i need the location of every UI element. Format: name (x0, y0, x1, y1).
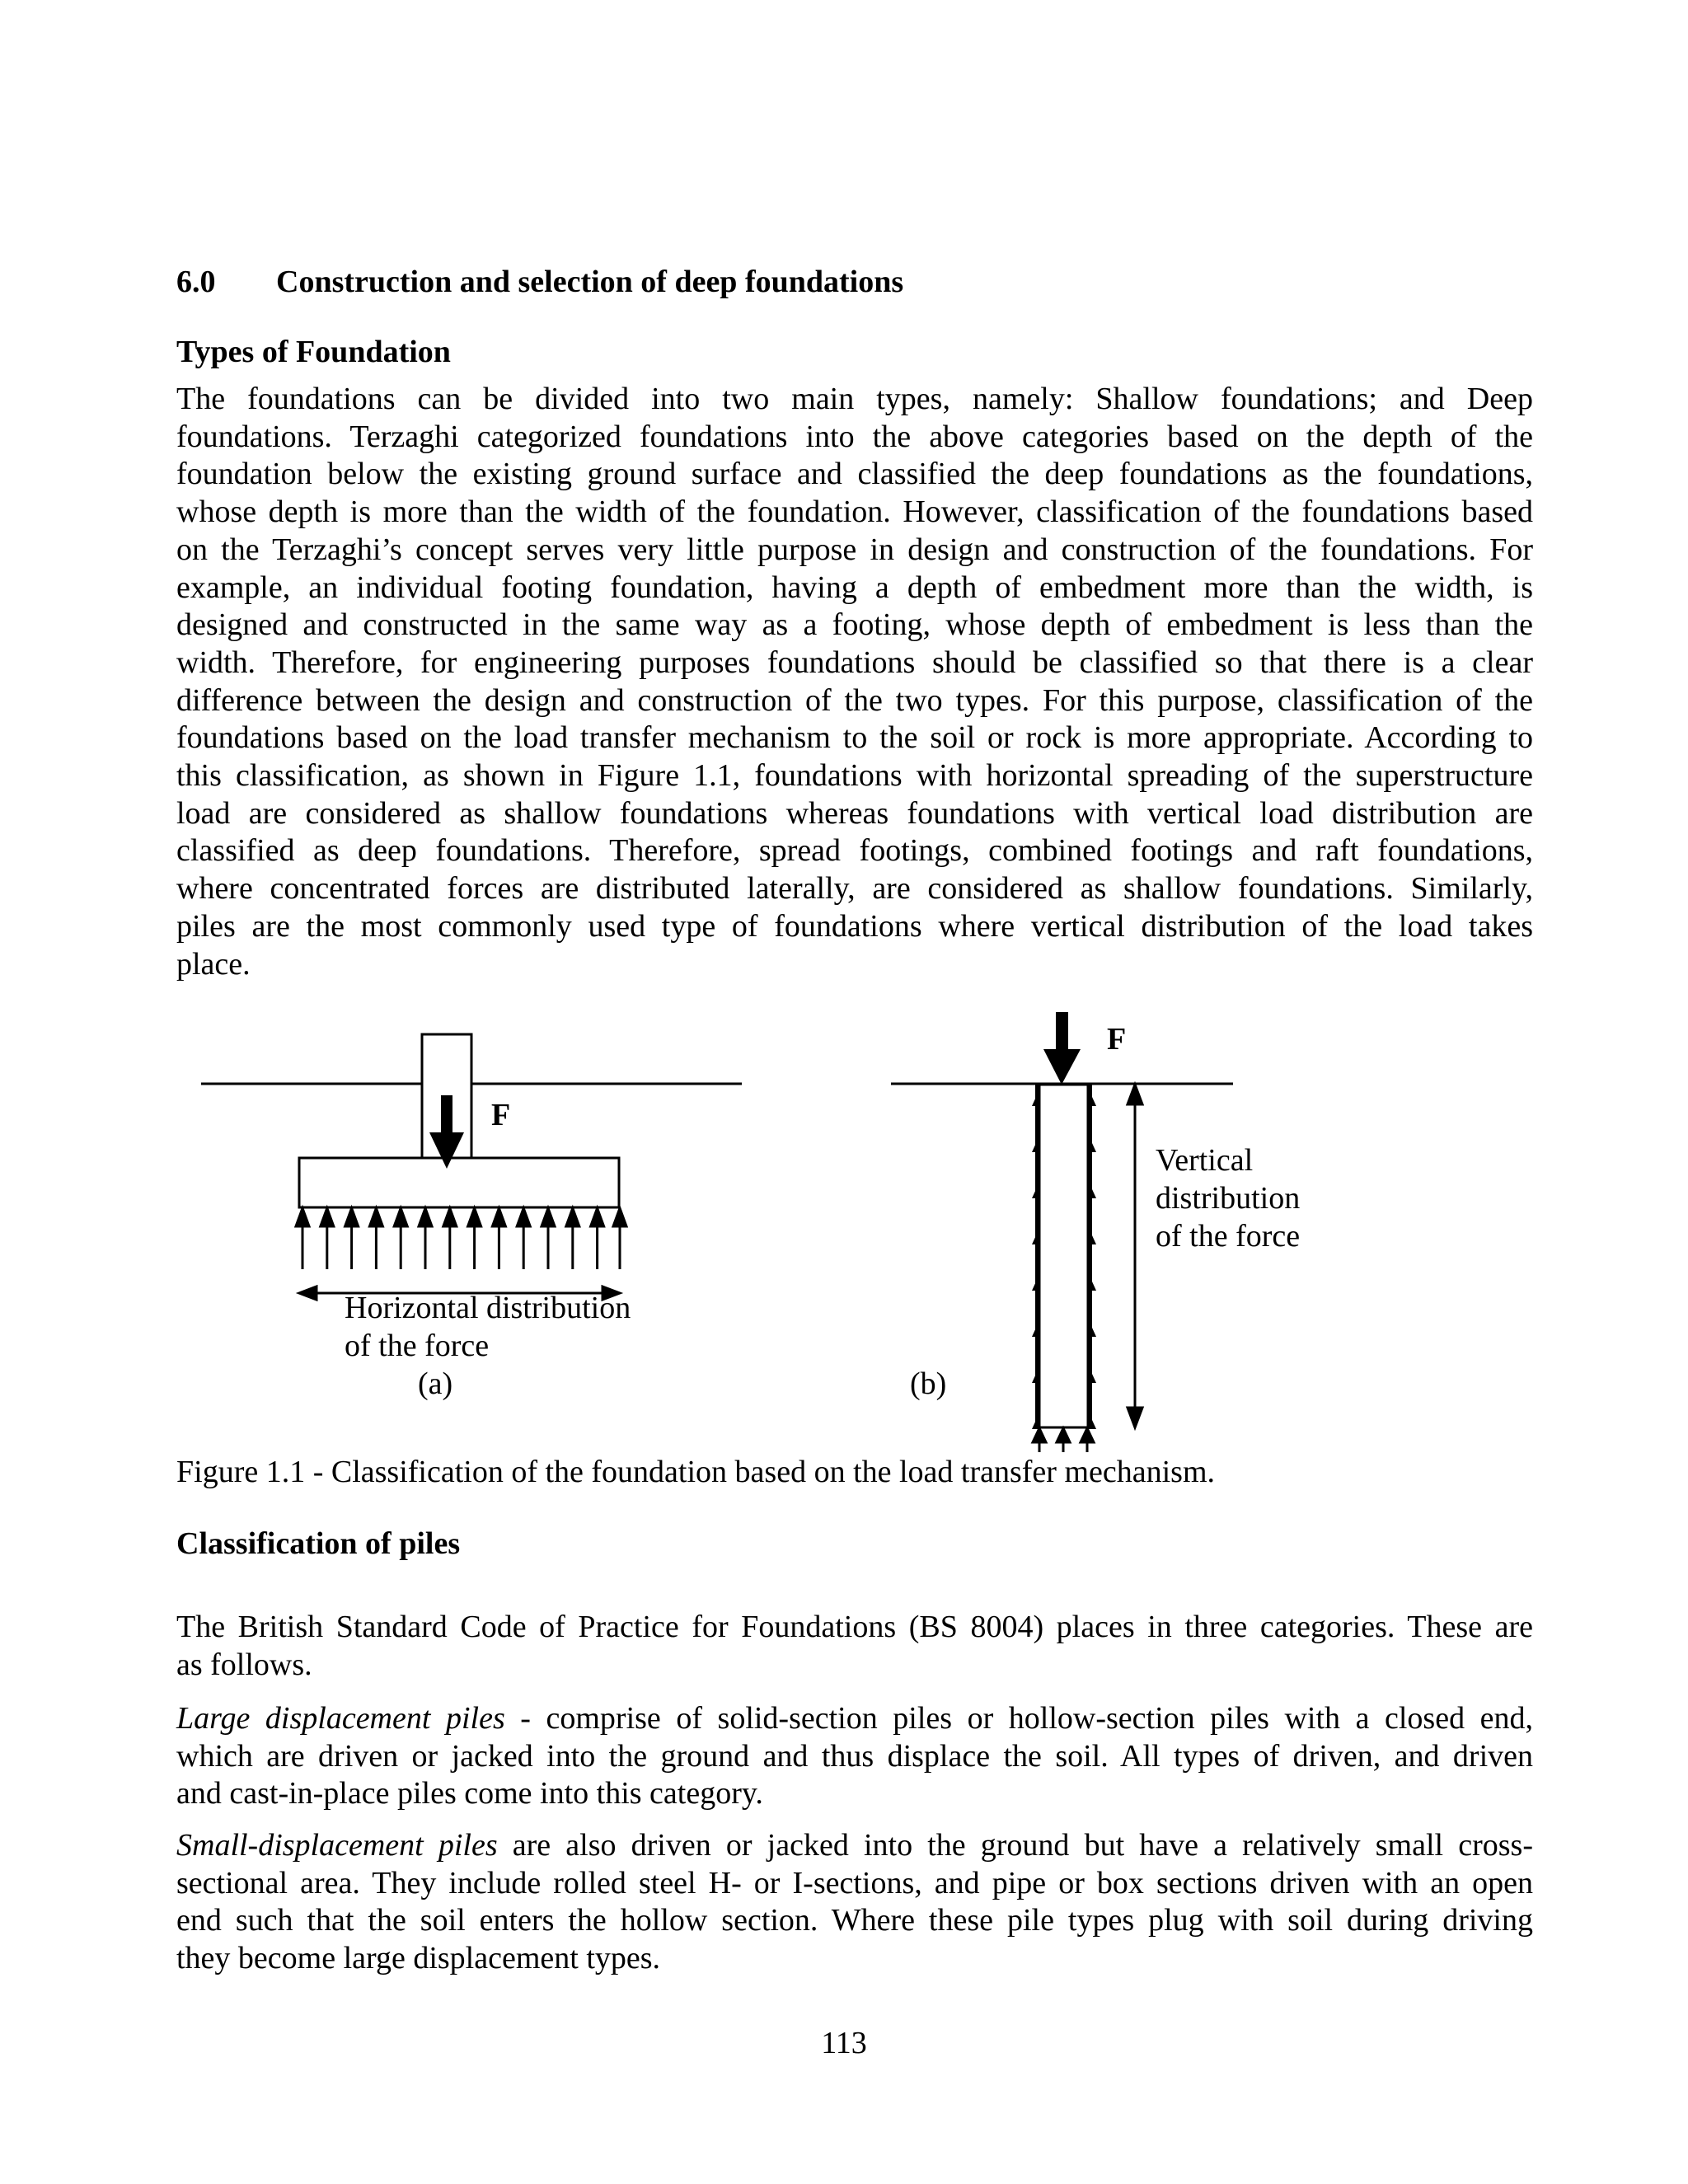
paragraph-line: and cast-in-place piles come into this category. (176, 1776, 763, 1811)
paragraph-line: they become large displacement types. (176, 1941, 661, 1976)
paragraph-line: designed and constructed in the same way as a footing, whose depth of embedment is less than the (176, 607, 1533, 643)
paragraph-text: are also driven or jacked into the ground but have a relatively small cross- (497, 1828, 1533, 1863)
page-number: 113 (821, 2026, 867, 2060)
paragraph-line: piles are the most commonly used type of foundations where vertical distribution of the load takes (176, 908, 1533, 944)
small-displacement-term: Small-displacement piles (176, 1828, 498, 1863)
figure-b-panel-label: (b) (910, 1366, 947, 1401)
figure-b-description-line: distribution (1156, 1181, 1301, 1216)
paragraph-line: whose depth is more than the width of the foundation. However, classification of the foundations based (176, 494, 1533, 530)
paragraph-line: on the Terzaghi’s concept serves very little purpose in design and construction of the foundations. For (176, 532, 1533, 567)
paragraph-line: difference between the design and construction of the two types. For this purpose, classification of the (176, 682, 1533, 718)
section-number: 6.0 (176, 265, 216, 299)
paragraph-line: width. Therefore, for engineering purposes foundations should be classified so that there is a clear (176, 644, 1533, 680)
pile-icon (1039, 1085, 1088, 1427)
types-of-foundation-heading: Types of Foundation (176, 335, 451, 369)
small-displacement-paragraph (176, 1827, 1533, 1978)
paragraph-line: foundations. Terzaghi categorized foundations into the above categories based on the depth of the (176, 419, 1533, 454)
paragraph-line: sectional area. They include rolled steel H- or I-sections, and pipe or box sections driven with an open (176, 1865, 1533, 1900)
figure-b-force-label: F (1107, 1022, 1127, 1057)
paragraph-line: which are driven or jacked into the ground and thus displace the soil. All types of driven, and driven (176, 1738, 1533, 1774)
figure-a-panel-label: (a) (418, 1366, 453, 1401)
figure-a-shallow-foundation (201, 1034, 742, 1300)
paragraph-line: as follows. (176, 1647, 312, 1682)
vertical-double-arrow-icon (1128, 1085, 1142, 1427)
large-displacement-term: Large displacement piles (176, 1701, 505, 1736)
paragraph-line: classified as deep foundations. Therefore, spread footings, combined footings and raft foundations, (176, 833, 1533, 869)
paragraph-line: load are considered as shallow foundations whereas foundations with vertical load distribution are (176, 795, 1533, 831)
figure-a-description-line: Horizontal distribution (345, 1291, 631, 1325)
classification-of-piles-heading: Classification of piles (176, 1526, 461, 1561)
figure-a-force-label: F (491, 1098, 511, 1132)
figure-b-description (1156, 1141, 1300, 1255)
figure-a-description (345, 1289, 631, 1365)
figure-b-description-line: Vertical (1156, 1143, 1254, 1178)
paragraph-line: example, an individual footing foundation, having a depth of embedment more than the width, is (176, 569, 1533, 605)
upward-reaction-arrows-icon (296, 1208, 626, 1269)
figure-caption: Figure 1.1 - Classification of the foundation based on the load transfer mechanism. (176, 1455, 1216, 1489)
paragraph-line: The British Standard Code of Practice for Foundations (BS 8004) places in three categories. These are (176, 1610, 1533, 1644)
paragraph-line (176, 1700, 1533, 1738)
end-bearing-arrows-icon (1033, 1428, 1094, 1452)
bs8004-intro-paragraph (176, 1609, 1533, 1684)
footing-icon (299, 1158, 619, 1207)
paragraph-text: - comprise of solid-section piles or hollow-section piles with a closed end, (504, 1701, 1534, 1736)
force-arrow-down-icon (1043, 1012, 1081, 1085)
section-title: Construction and selection of deep foundations (276, 265, 904, 299)
paragraph-line: this classification, as shown in Figure 1.1, foundations with horizontal spreading of the superstructure (176, 758, 1533, 794)
large-displacement-paragraph (176, 1700, 1533, 1813)
paragraph-line: The foundations can be divided into two main types, namely: Shallow foundations; and Deep (176, 382, 1533, 416)
paragraph-line: end such that the soil enters the hollow section. Where these pile types plug with soil during driving (176, 1903, 1533, 1938)
paragraph-line (176, 1827, 1533, 1865)
paragraph-line: foundation below the existing ground surface and classified the deep foundations as the foundations, (176, 457, 1533, 492)
figure-b-description-line: of the force (1156, 1219, 1301, 1254)
paragraph-line: place. (176, 946, 251, 982)
figure-a-description-line: of the force (345, 1329, 490, 1363)
paragraph-line: foundations based on the load transfer mechanism to the soil or rock is more appropriate. According to (176, 720, 1533, 756)
paragraph-line: where concentrated forces are distributed laterally, are considered as shallow foundations. Similarly, (176, 871, 1533, 907)
